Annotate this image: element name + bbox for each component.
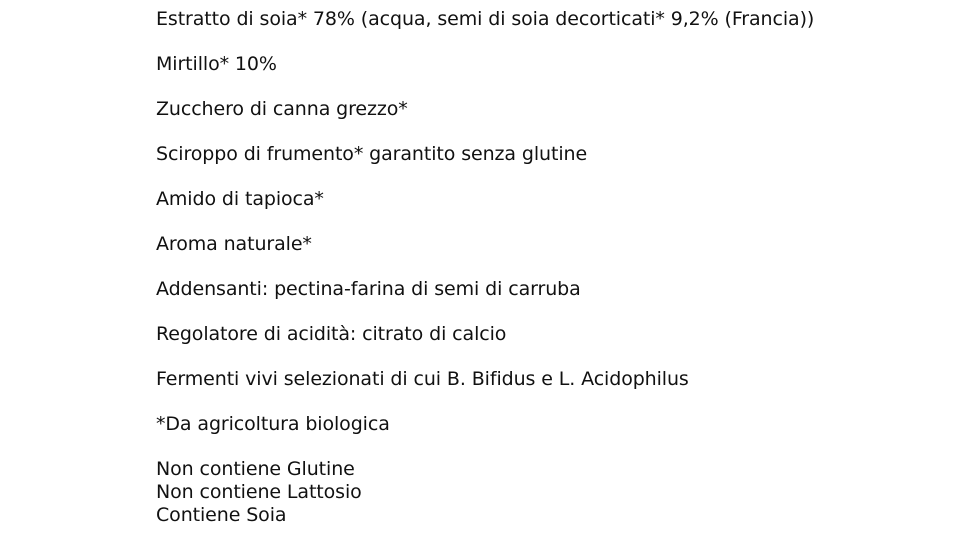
- allergen-note: Non contiene Lattosio: [156, 481, 362, 503]
- allergen-note: Non contiene Glutine: [156, 458, 355, 480]
- ingredient-line: Zucchero di canna grezzo*: [156, 98, 408, 120]
- ingredient-line: Addensanti: pectina-farina di semi di carruba: [156, 278, 581, 300]
- ingredients-document: [156, 0, 946, 540]
- ingredient-line: Regolatore di acidità: citrato di calcio: [156, 323, 507, 345]
- ingredient-line: Mirtillo* 10%: [156, 53, 277, 75]
- allergen-note: Contiene Soia: [156, 504, 287, 526]
- ingredient-line: Fermenti vivi selezionati di cui B. Bifidus e L. Acidophilus: [156, 368, 689, 390]
- ingredient-line: Sciroppo di frumento* garantito senza glutine: [156, 143, 588, 165]
- organic-note: *Da agricoltura biologica: [156, 413, 390, 435]
- ingredient-line: Amido di tapioca*: [156, 188, 324, 210]
- ingredient-line: Aroma naturale*: [156, 233, 312, 255]
- ingredient-line: Estratto di soia* 78% (acqua, semi di soia decorticati* 9,2% (Francia)): [156, 8, 815, 30]
